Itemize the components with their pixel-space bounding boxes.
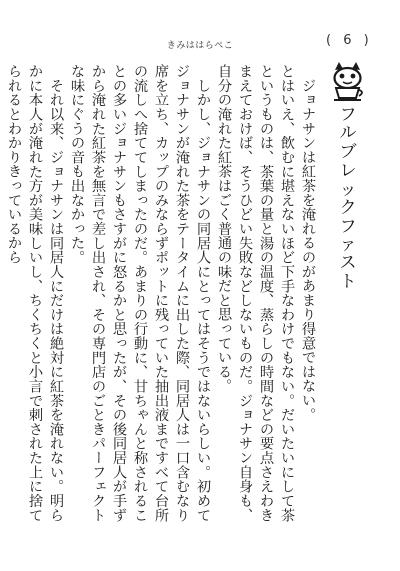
chapter-title-char: フ: [339, 217, 357, 237]
chapter-title-char: ァ: [339, 235, 357, 255]
chapter-title-char: ッ: [339, 180, 357, 200]
paragraph: ジョナサンは紅茶を淹れるのがあまり得意ではない。: [300, 64, 316, 422]
chapter-title-char: ト: [339, 272, 357, 292]
body-text: [6, 64, 318, 522]
chapter-title-char: レ: [339, 161, 357, 181]
paragraph: それ以来、ジョナサンは同居人にだけは絶対に紅茶を淹れない。明らかに本人が淹れた方が美味しいし、ちくちくと小言で刺された上に捨てられるとわかりきっているから: [6, 64, 64, 522]
running-title: きみははらぺこ: [166, 41, 234, 51]
page-number: ( 6 ): [326, 33, 373, 48]
cup-face-icon: [334, 62, 362, 100]
chapter-title-char: ブ: [339, 142, 357, 162]
chapter-title-char: ス: [339, 253, 357, 273]
paragraph: しかし、ジョナサンの同居人にとってはそうではないらしい。初めてジョナサンが淹れた茶をテータイムに出した際、同居人は一口含むなり席を立ち、カップのみならずポットに残っていた抽出液まですべて台所の流しへ捨ててしまったのだ。あまりの行動に、甘ちゃんと称されることの多いジョナサンもさすがに怒るかと思ったが、その後同居人が手ずから淹れた紅茶を無言で差し出され、その専門店のごときパーフェクトな味にぐうの音も出なかった。: [69, 64, 211, 522]
chapter-title-char: ク: [339, 198, 357, 218]
chapter-heading-art: [326, 58, 370, 298]
chapter-title-char: フ: [339, 105, 357, 125]
chapter-title-char: ル: [339, 123, 357, 143]
chapter-heading: [326, 58, 370, 298]
paragraph: とはいえ、飲むに堪えないほど下手なわけでもない。だいたいにして茶というものは、茶葉の量と湯の温度、蒸らしの時間などの要点さえわきまえておけば、そうひどい失敗などしないものだ。ジョナサン自身も、自分の淹れた紅茶はごく普通の味だと思っている。: [216, 64, 295, 522]
